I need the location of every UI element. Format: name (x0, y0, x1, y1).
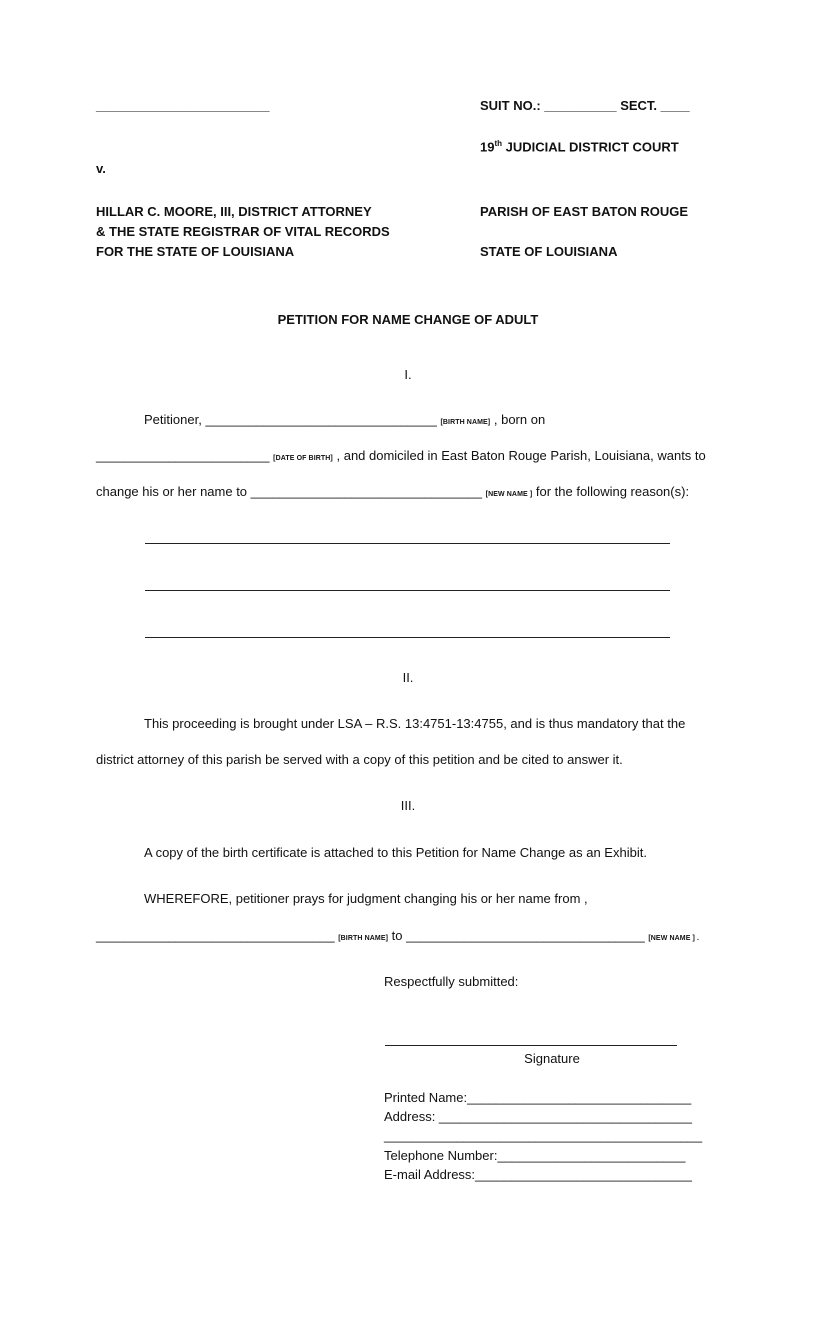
respectfully-submitted: Respectfully submitted: (384, 974, 519, 989)
exhibit-text: A copy of the birth certificate is attached to this Petition for Name Change as an Exhibit. (144, 845, 647, 860)
birth-name-tag: [BIRTH NAME] (440, 419, 491, 426)
court-name (480, 139, 679, 154)
reason-line-1[interactable] (145, 543, 670, 544)
signature-label: Signature (524, 1051, 580, 1066)
name-change-line (96, 928, 699, 943)
change-name-line (96, 484, 689, 499)
from-name-blank[interactable]: _________________________________ (96, 928, 335, 943)
versus-label: v. (96, 161, 106, 176)
domiciled-text: , and domiciled in East Baton Rouge Parish, Louisiana, wants to (336, 448, 706, 463)
plaintiff-blank[interactable]: ________________________ (96, 98, 270, 113)
court-ordinal: th (494, 139, 503, 148)
page-title: PETITION FOR NAME CHANGE OF ADULT (277, 312, 539, 327)
new-name-tag: [NEW NAME ] (485, 491, 533, 498)
statute-text-line-2: district attorney of this parish be served with a copy of this petition and be cited to answer it. (96, 752, 623, 767)
signature-line[interactable] (385, 1045, 677, 1046)
defendant-line-1: HILLAR C. MOORE, III, DISTRICT ATTORNEY (96, 204, 372, 219)
change-name-text: change his or her name to (96, 484, 248, 499)
from-name-tag: [BIRTH NAME] (338, 935, 389, 942)
reason-line-2[interactable] (145, 590, 670, 591)
to-word: to (391, 928, 403, 943)
suit-number[interactable]: SUIT NO.: __________ SECT. ____ (480, 98, 690, 113)
section-3-numeral: III. (400, 798, 416, 813)
state-label: STATE OF LOUISIANA (480, 244, 618, 259)
defendant-line-3: FOR THE STATE OF LOUISIANA (96, 244, 295, 259)
dob-tag: [DATE OF BIRTH] (273, 455, 333, 462)
new-name-blank[interactable]: ________________________________ (250, 484, 483, 499)
parish-label: PARISH OF EAST BATON ROUGE (480, 204, 689, 219)
telephone-field[interactable]: Telephone Number:__________________________ (384, 1148, 686, 1163)
to-name-blank[interactable]: _________________________________ (406, 928, 645, 943)
court-number: 19 (480, 139, 495, 155)
defendant-line-2: & THE STATE REGISTRAR OF VITAL RECORDS (96, 224, 390, 239)
petitioner-label: Petitioner, (144, 412, 202, 427)
printed-name-field[interactable]: Printed Name:_______________________________ (384, 1090, 692, 1105)
section-2-numeral: II. (402, 670, 414, 685)
dob-line (96, 448, 706, 463)
email-field[interactable]: E-mail Address:______________________________ (384, 1167, 692, 1182)
statute-text-line-1: This proceeding is brought under LSA – R.S. 13:4751-13:4755, and is thus mandatory that the (144, 716, 686, 731)
court-name-rest: JUDICIAL DISTRICT COURT (502, 139, 679, 155)
to-name-tag: [NEW NAME ] . (648, 935, 700, 942)
section-1-numeral: I. (404, 367, 412, 382)
reason-line-3[interactable] (145, 637, 670, 638)
dob-blank[interactable]: ________________________ (96, 448, 270, 463)
born-on-text: , born on (493, 412, 546, 427)
address-field[interactable]: Address: ___________________________________ (384, 1109, 692, 1124)
reasons-text: for the following reason(s): (535, 484, 690, 499)
address-line-2[interactable]: ____________________________________________ (384, 1128, 703, 1143)
wherefore-text: WHEREFORE, petitioner prays for judgment changing his or her name from , (144, 891, 588, 906)
birth-name-blank[interactable]: ________________________________ (205, 412, 437, 427)
petitioner-line (144, 412, 545, 427)
